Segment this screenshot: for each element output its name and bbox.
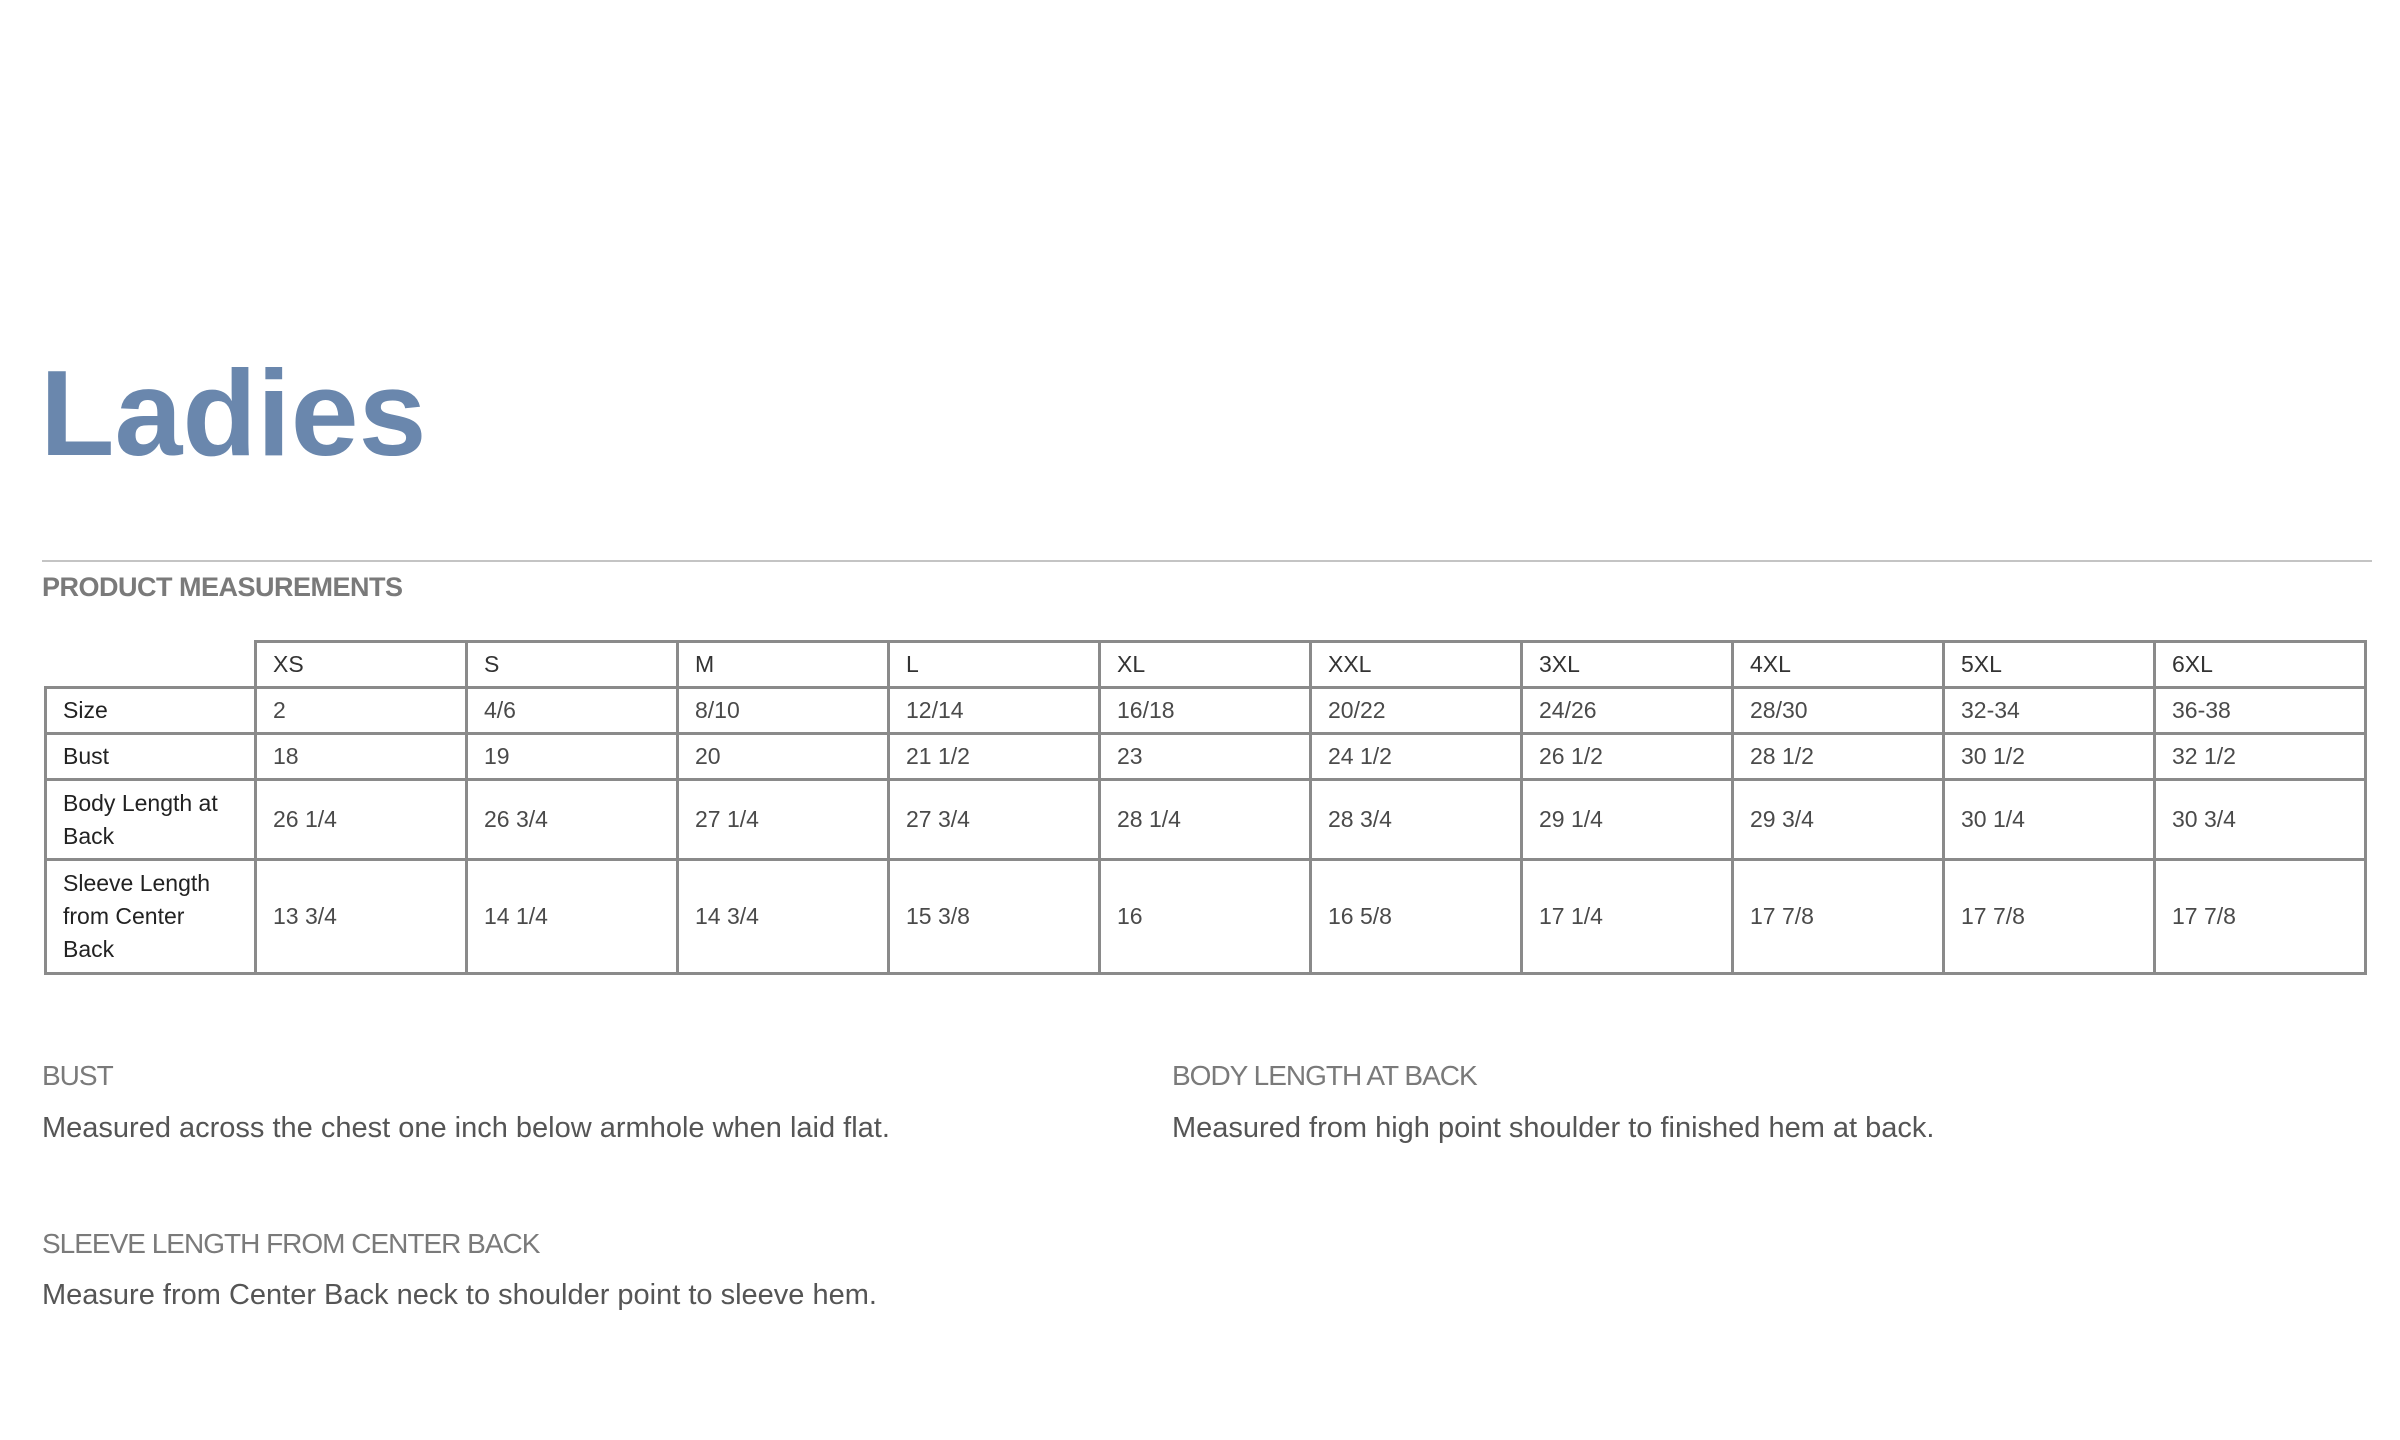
table-cell: 16 5/8 — [1311, 860, 1522, 974]
column-header: XXL — [1311, 642, 1522, 688]
row-label: Bust — [46, 734, 256, 780]
bust-note-title: BUST — [42, 1060, 113, 1091]
table-cell: 17 1/4 — [1522, 860, 1733, 974]
row-label: Size — [46, 688, 256, 734]
column-header: 5XL — [1944, 642, 2155, 688]
table-cell: 24 1/2 — [1311, 734, 1522, 780]
table-header-row — [46, 642, 2366, 688]
table-cell: 17 7/8 — [1944, 860, 2155, 974]
table-cell: 26 3/4 — [467, 780, 678, 860]
row-label: Body Length at Back — [46, 780, 256, 860]
table-cell: 30 1/4 — [1944, 780, 2155, 860]
table-cell: 26 1/2 — [1522, 734, 1733, 780]
table-cell: 36-38 — [2155, 688, 2366, 734]
table-row-bust — [46, 734, 2366, 780]
table-cell: 23 — [1100, 734, 1311, 780]
table-cell: 29 3/4 — [1733, 780, 1944, 860]
table-cell: 26 1/4 — [256, 780, 467, 860]
table-cell: 13 3/4 — [256, 860, 467, 974]
divider-line — [42, 560, 2372, 562]
body-length-note-text: Measured from high point shoulder to finished hem at back. — [1172, 1112, 1935, 1144]
section-heading: PRODUCT MEASUREMENTS — [42, 572, 403, 602]
table-corner-cell — [46, 642, 256, 688]
row-label: Sleeve Length from Center Back — [46, 860, 256, 974]
sleeve-length-note-title: SLEEVE LENGTH FROM CENTER BACK — [42, 1228, 540, 1259]
column-header: XL — [1100, 642, 1311, 688]
table-cell: 28/30 — [1733, 688, 1944, 734]
table-cell: 17 7/8 — [2155, 860, 2366, 974]
table-cell: 28 1/2 — [1733, 734, 1944, 780]
table-cell: 20 — [678, 734, 889, 780]
table-row-size — [46, 688, 2366, 734]
table-cell: 19 — [467, 734, 678, 780]
table-cell: 18 — [256, 734, 467, 780]
table-cell: 30 3/4 — [2155, 780, 2366, 860]
table-cell: 30 1/2 — [1944, 734, 2155, 780]
table-cell: 12/14 — [889, 688, 1100, 734]
table-cell: 16/18 — [1100, 688, 1311, 734]
table-cell: 27 1/4 — [678, 780, 889, 860]
page-title: Ladies — [40, 345, 427, 481]
column-header: M — [678, 642, 889, 688]
table-row-body-length — [46, 780, 2366, 860]
table-cell: 4/6 — [467, 688, 678, 734]
column-header: 6XL — [2155, 642, 2366, 688]
table-cell: 21 1/2 — [889, 734, 1100, 780]
table-cell: 16 — [1100, 860, 1311, 974]
column-header: L — [889, 642, 1100, 688]
table-cell: 28 3/4 — [1311, 780, 1522, 860]
column-header: XS — [256, 642, 467, 688]
table-cell: 17 7/8 — [1733, 860, 1944, 974]
table-cell: 8/10 — [678, 688, 889, 734]
column-header: S — [467, 642, 678, 688]
table-cell: 32 1/2 — [2155, 734, 2366, 780]
table-cell: 28 1/4 — [1100, 780, 1311, 860]
column-header: 4XL — [1733, 642, 1944, 688]
table-cell: 32-34 — [1944, 688, 2155, 734]
table-cell: 2 — [256, 688, 467, 734]
column-header: 3XL — [1522, 642, 1733, 688]
measurements-table — [44, 640, 2367, 975]
sleeve-length-note-text: Measure from Center Back neck to shoulder point to sleeve hem. — [42, 1279, 877, 1311]
table-cell: 20/22 — [1311, 688, 1522, 734]
table-cell: 14 1/4 — [467, 860, 678, 974]
table-row-sleeve-length — [46, 860, 2366, 974]
table-cell: 24/26 — [1522, 688, 1733, 734]
table-cell: 15 3/8 — [889, 860, 1100, 974]
body-length-note-title: BODY LENGTH AT BACK — [1172, 1060, 1477, 1091]
table-cell: 27 3/4 — [889, 780, 1100, 860]
table-cell: 29 1/4 — [1522, 780, 1733, 860]
table-cell: 14 3/4 — [678, 860, 889, 974]
bust-note-text: Measured across the chest one inch below armhole when laid flat. — [42, 1112, 890, 1144]
